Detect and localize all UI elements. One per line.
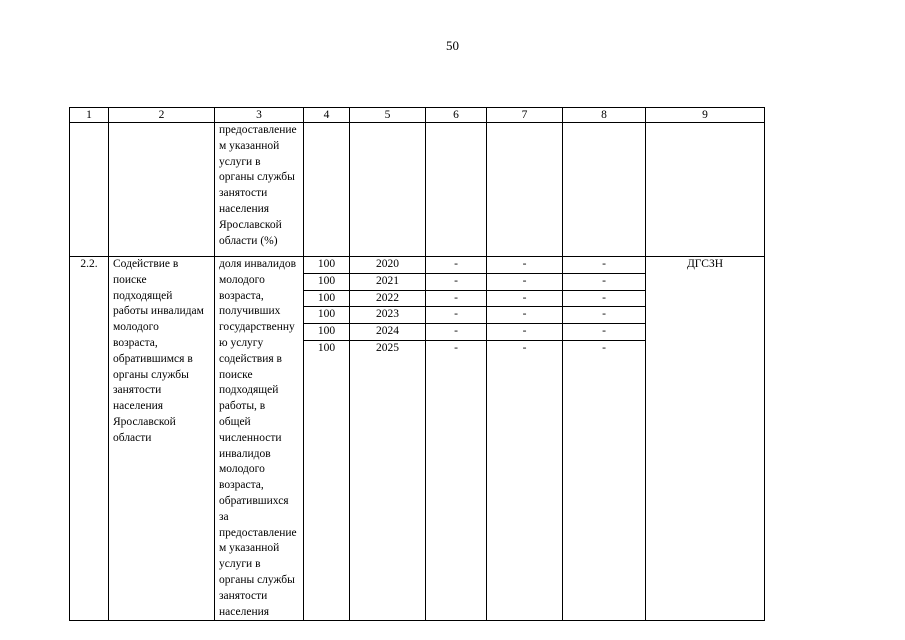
indicator-text bbox=[215, 257, 304, 621]
measure-text bbox=[109, 257, 215, 621]
cont-line: органы службы bbox=[219, 171, 295, 184]
indicator-line: государственну bbox=[219, 321, 295, 334]
indicator-line: инвалидов bbox=[219, 447, 271, 460]
year-2021: 2021 bbox=[350, 274, 425, 291]
cont-col-5 bbox=[350, 123, 426, 257]
cont-col-8 bbox=[563, 123, 646, 257]
cont-line: Ярославской bbox=[219, 218, 282, 231]
page-number: 50 bbox=[446, 38, 459, 53]
indicator-line: ю услугу bbox=[219, 336, 264, 349]
value-2024: 100 bbox=[304, 324, 349, 341]
cont-col-4 bbox=[304, 123, 350, 257]
col7-cell bbox=[487, 257, 563, 621]
col7-2021: - bbox=[487, 274, 562, 291]
measure-line: занятости bbox=[113, 384, 162, 397]
continuation-row bbox=[70, 123, 765, 257]
col6-2024: - bbox=[426, 324, 486, 341]
year-cell bbox=[350, 257, 426, 621]
indicator-line: населения bbox=[219, 605, 270, 618]
value-2021: 100 bbox=[304, 274, 349, 291]
cont-line: предоставление bbox=[219, 124, 297, 136]
year-2023: 2023 bbox=[350, 307, 425, 324]
indicator-line: предоставление bbox=[219, 526, 297, 539]
cont-line: занятости bbox=[219, 187, 268, 200]
measure-line: области bbox=[113, 431, 152, 444]
value-2023: 100 bbox=[304, 307, 349, 324]
cont-col-1 bbox=[70, 123, 109, 257]
year-2025: 2025 bbox=[376, 341, 399, 354]
header-col-7: 7 bbox=[487, 108, 563, 123]
indicator-line: содействия в bbox=[219, 352, 282, 365]
col8-2020: - bbox=[563, 257, 645, 274]
measure-line: органы службы bbox=[113, 368, 189, 381]
value-2025: 100 bbox=[317, 341, 336, 354]
indicator-line: подходящей bbox=[219, 384, 279, 397]
executor-cell: ДГСЗН bbox=[646, 257, 765, 621]
cont-col-2 bbox=[109, 123, 215, 257]
col8-2023: - bbox=[563, 307, 645, 324]
col7-2024: - bbox=[487, 324, 562, 341]
col7-2022: - bbox=[487, 291, 562, 308]
indicator-line: м указанной bbox=[219, 542, 280, 555]
cont-line: населения bbox=[219, 202, 270, 215]
measure-line: Ярославской bbox=[113, 415, 176, 428]
col6-2022: - bbox=[426, 291, 486, 308]
indicator-line: получивших bbox=[219, 305, 281, 318]
value-2020: 100 bbox=[304, 257, 349, 274]
col8-2025: - bbox=[602, 341, 606, 354]
indicator-line: занятости bbox=[219, 589, 268, 602]
year-2022: 2022 bbox=[350, 291, 425, 308]
indicator-line: обратившихся bbox=[219, 494, 289, 507]
indicator-line: молодого bbox=[219, 463, 265, 476]
year-2020: 2020 bbox=[350, 257, 425, 274]
col8-2022: - bbox=[563, 291, 645, 308]
measure-line: поиске bbox=[113, 273, 147, 286]
header-col-3: 3 bbox=[215, 108, 304, 123]
header-col-8: 8 bbox=[563, 108, 646, 123]
col6-2020: - bbox=[426, 257, 486, 274]
header-col-5: 5 bbox=[350, 108, 426, 123]
col6-cell bbox=[426, 257, 487, 621]
col7-2020: - bbox=[487, 257, 562, 274]
col7-2023: - bbox=[487, 307, 562, 324]
indicator-line: услуги в bbox=[219, 558, 261, 571]
col6-2021: - bbox=[426, 274, 486, 291]
measure-line: населения bbox=[113, 400, 164, 413]
row-number: 2.2. bbox=[70, 257, 109, 621]
cont-indicator-text bbox=[215, 123, 304, 257]
indicator-line: органы службы bbox=[219, 573, 295, 586]
cont-col-9 bbox=[646, 123, 765, 257]
col7-2025: - bbox=[522, 341, 527, 354]
indicator-line: доля инвалидов bbox=[219, 258, 297, 270]
year-2024: 2024 bbox=[350, 324, 425, 341]
col8-2024: - bbox=[563, 324, 645, 341]
indicator-line: возраста, bbox=[219, 479, 264, 492]
col8-cell bbox=[563, 257, 646, 621]
measure-line: молодого bbox=[113, 321, 159, 334]
cont-line: услуги в bbox=[219, 155, 261, 168]
column-number-header-row bbox=[70, 108, 765, 123]
cont-col-7 bbox=[487, 123, 563, 257]
header-col-6: 6 bbox=[426, 108, 487, 123]
indicator-line: общей bbox=[219, 415, 251, 428]
cont-col-6 bbox=[426, 123, 487, 257]
measure-line: обратившимся в bbox=[113, 352, 193, 365]
cont-line: области (%) bbox=[219, 234, 278, 247]
measure-line: Содействие в bbox=[113, 258, 179, 270]
indicator-line: за bbox=[219, 510, 229, 523]
header-col-1: 1 bbox=[70, 108, 109, 123]
value-cell bbox=[304, 257, 350, 621]
measure-line: возраста, bbox=[113, 336, 158, 349]
header-col-4: 4 bbox=[304, 108, 350, 123]
measure-line: работы инвалидам bbox=[113, 305, 204, 318]
row-2-2 bbox=[70, 257, 765, 621]
measure-line: подходящей bbox=[113, 289, 173, 302]
indicator-line: численности bbox=[219, 431, 282, 444]
cont-line: м указанной bbox=[219, 139, 280, 152]
header-col-9: 9 bbox=[646, 108, 765, 123]
col8-2021: - bbox=[563, 274, 645, 291]
indicator-line: возраста, bbox=[219, 289, 264, 302]
value-2022: 100 bbox=[304, 291, 349, 308]
indicator-line: поиске bbox=[219, 368, 253, 381]
indicators-table bbox=[69, 107, 765, 621]
indicator-line: молодого bbox=[219, 273, 265, 286]
col6-2023: - bbox=[426, 307, 486, 324]
header-col-2: 2 bbox=[109, 108, 215, 123]
col6-2025: - bbox=[454, 341, 458, 354]
indicator-line: работы, в bbox=[219, 400, 266, 413]
